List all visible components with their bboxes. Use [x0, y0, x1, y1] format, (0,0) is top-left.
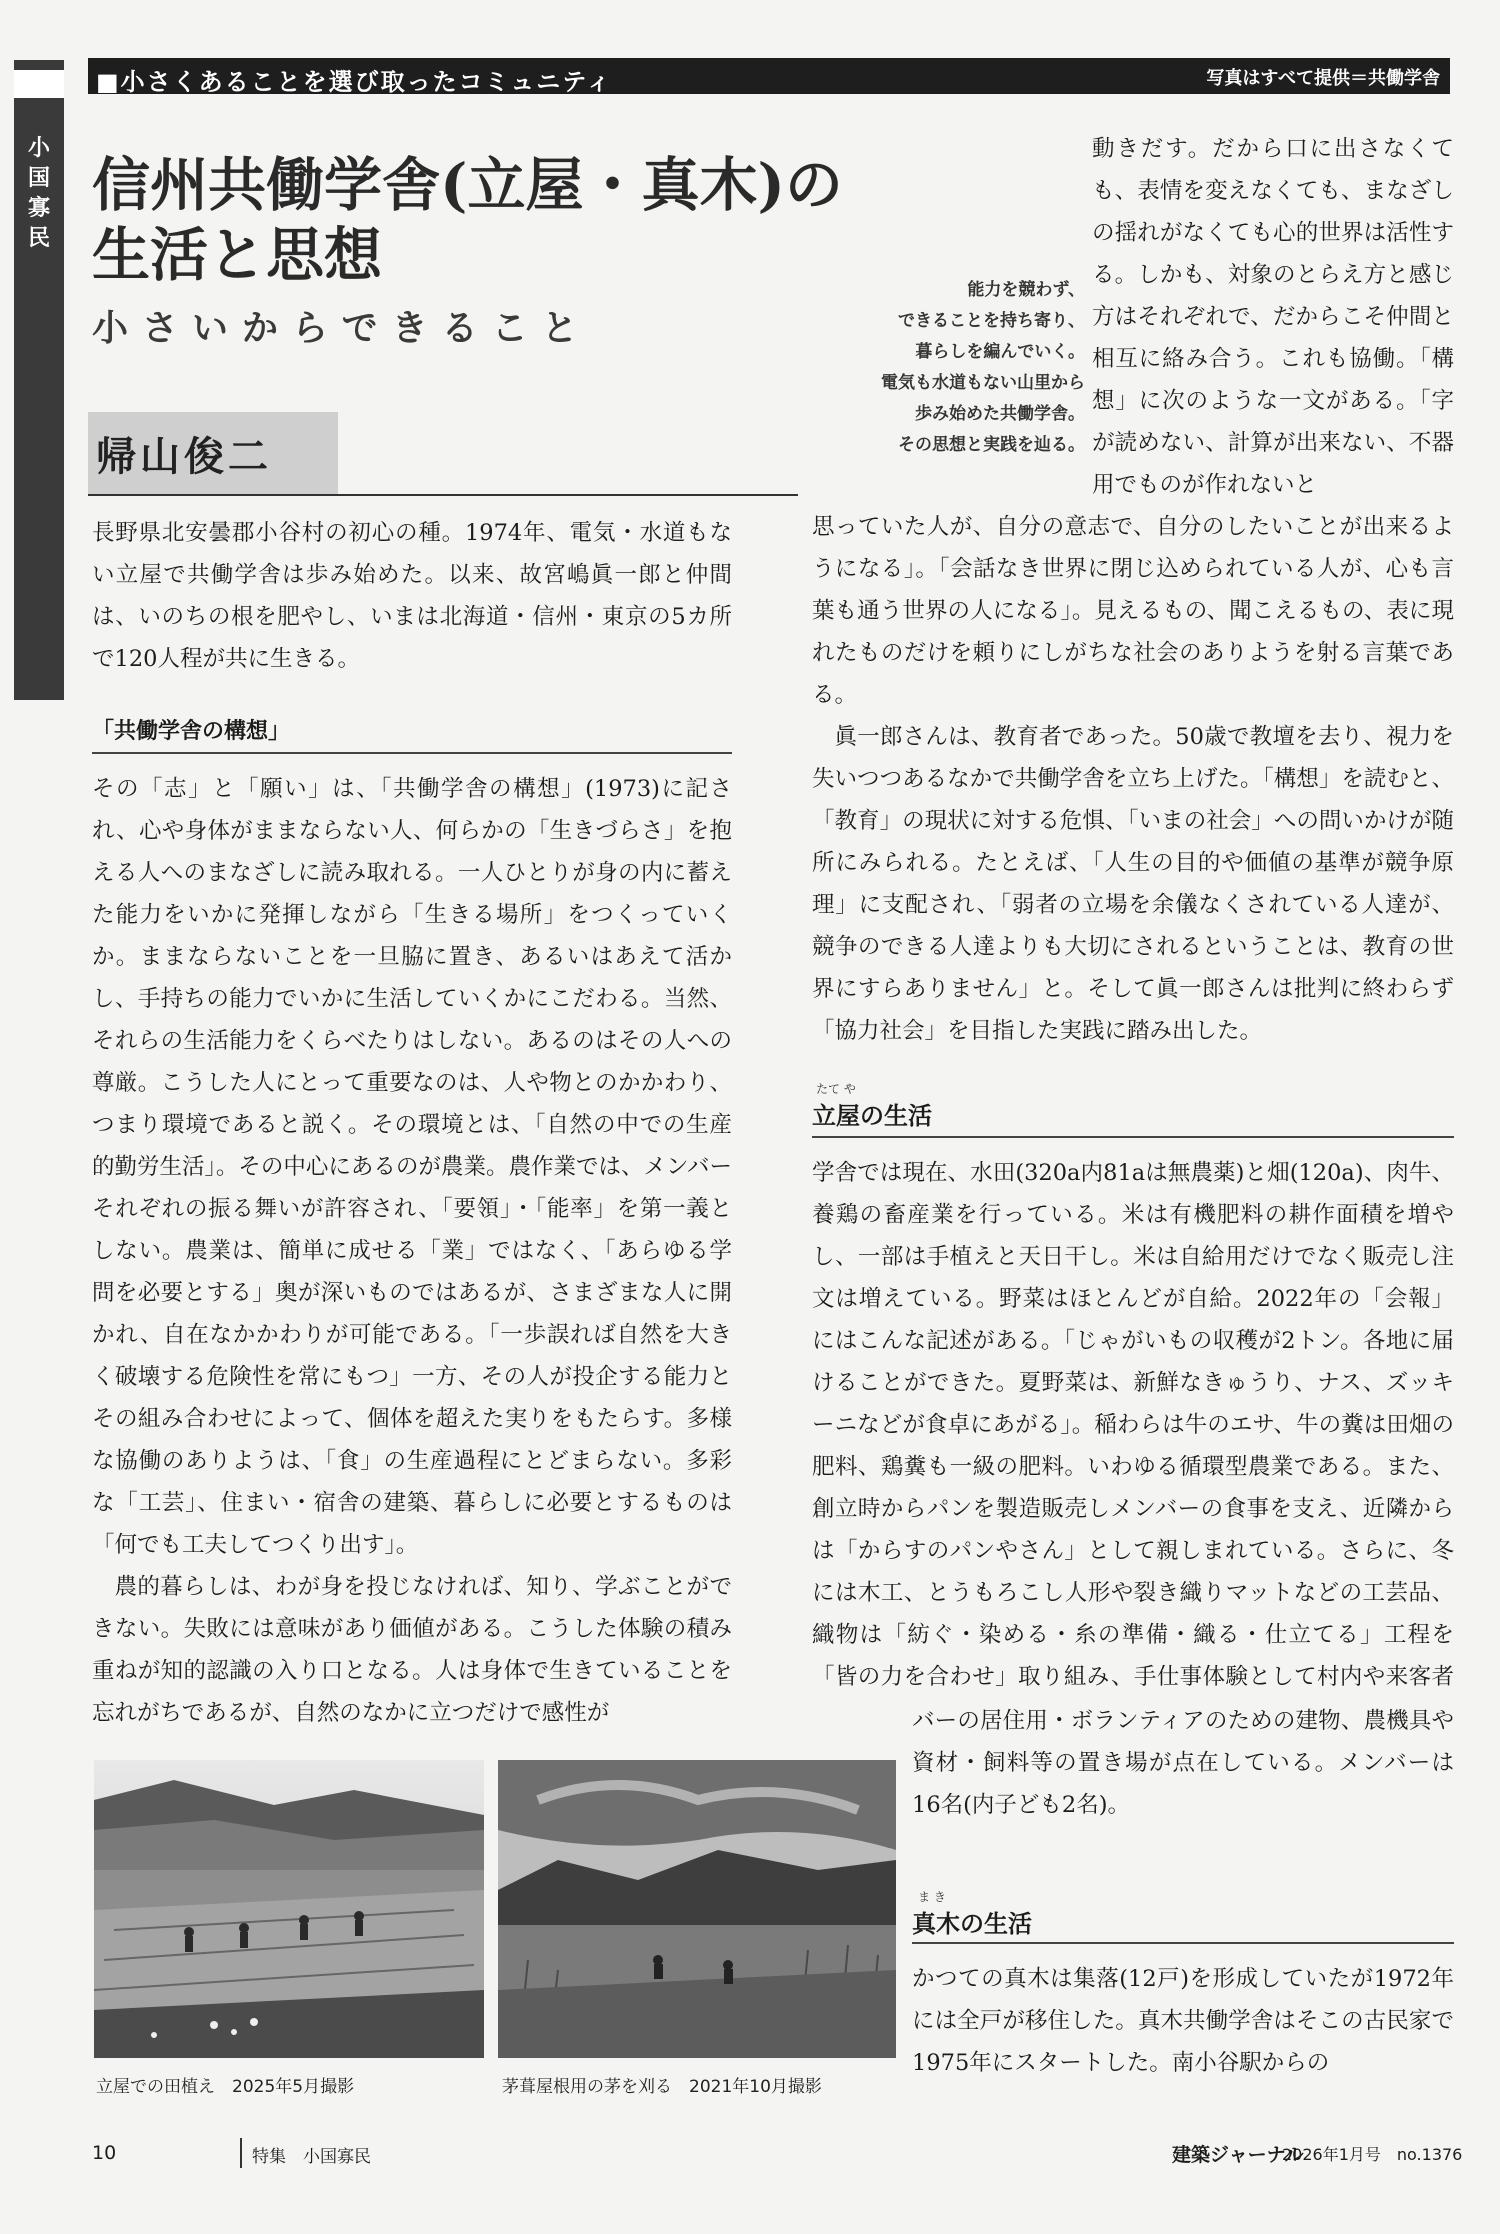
body-paragraph: 動きだす。だから口に出さなくても、表情を変えなくても、まなざしの揺れがなくても心的世界は活性する。しかも、対象のとらえ方と感じ方はそれぞれで、だからこそ仲間と相互に絡み合う。これも協働。「構想」に次のような一文がある。「字が読めない、計算が出来ない、不器用でものが作れないと: [1092, 136, 1454, 498]
lead-line: 歩み始めた共働学舎。: [915, 404, 1085, 424]
side-tag-char: 寡: [27, 196, 50, 221]
magazine-name: 建築ジャーナル: [1172, 2144, 1304, 2166]
body-paragraph: かつての真木は集落(12戸)を形成していたが1972年には全戸が移住した。真木共働学舎はそこの古民家で1975年にスタートした。南小谷駅からの: [912, 1966, 1454, 2076]
tateya-body-continued: [912, 1700, 1454, 1826]
photo-thatch-cutting: [498, 1760, 896, 2058]
section-rule: [812, 1136, 1454, 1138]
body-paragraph: その「志」と「願い」は、「共働学舎の構想」(1973)に記され、心や身体がままならない人、何らかの「生きづらさ」を抱える人へのまなざしに読み取れる。一人ひとりが身の内に蓄えた能力をいかに発揮しながら「生きる場所」をつくっていくか。ままならないことを一旦脇に置き、あるいはあえて活かし、手持ちの能力でいかに生活していくかにこだわる。当然、それらの生活能力をくらべたりはしない。あるのはその人への尊厳。こうした人にとって重要なのは、人や物とのかかわり、つまり環境であると説く。その環境とは、「自然の中での生産的勤労生活」。その中心にあるのが農業。農作業では、メンバーそれぞれの振る舞いが許容され、「要領」・「能率」を第一義としない。農業は、簡単に成せる「業」ではなく、「あらゆる学問を必要とする」奥が深いものではあるが、さまざまな人に開かれ、自在なかかわりが可能である。「一歩誤れば自然を大きく破壊する危険性を常にもつ」一方、その人が投企する能力とその組み合わせによって、個体を超えた実りをもたらす。多様な協働のありようは、「食」の生産過程にとどまらない。多彩な「工芸」、住まい・宿舎の建築、暮らしに必要とするものは「何でも工夫してつくり出す」。: [92, 776, 732, 1558]
article-subtitle: 小さいからできること: [92, 308, 592, 349]
issue-info: 2026年1月号 no.1376: [1282, 2145, 1463, 2164]
body-paragraph: バーの居住用・ボランティアのための建物、農機具や資材・飼料等の置き場が点在している。メンバーは16名(内子ども2名)。: [912, 1708, 1454, 1818]
author-rule: [88, 494, 798, 496]
maki-body: [912, 1958, 1454, 2084]
side-tag-char: 国: [27, 166, 50, 191]
rice-planting-illustration: [94, 1760, 484, 2058]
kousou-continuation-body: [812, 506, 1454, 1052]
side-tab: [14, 60, 64, 700]
body-paragraph: 農的暮らしは、わが身を投じなければ、知り、学ぶことができない。失敗には意味があり価値がある。こうした体験の積み重ねが知的認識の入り口となる。人は身体で生きていることを忘れがちであるが、自然のなかに立つだけで感性が: [92, 1574, 732, 1726]
section-rule: [912, 1942, 1454, 1944]
section-heading-maki: 真木の生活: [912, 1910, 1032, 1938]
lead-line: できることを持ち寄り、: [898, 311, 1085, 331]
kousou-continuation-top: [1092, 128, 1454, 506]
side-tab-label: 特集: [14, 70, 64, 98]
heading-ruby: ま き: [918, 1890, 946, 1904]
photo-caption: 立屋での田植え 2025年5月撮影: [96, 2077, 355, 2097]
lead-line: 暮らしを編んでいく。: [915, 342, 1085, 362]
title-line: 生活と思想: [92, 221, 383, 289]
lead-line: その思想と実践を辿る。: [898, 435, 1085, 455]
body-paragraph: 学舎では現在、水田(320a内81aは無農薬)と畑(120a)、肉牛、養鶏の畜産業を行っている。米は有機肥料の耕作面積を増やし、一部は手植えと天日干し。米は自給用だけでなく販売し注文は増えている。野菜はほとんどが自給。2022年の「会報」にはこんな記述がある。「じゃがいもの収穫が2トン。各地に届けることができた。夏野菜は、新鮮なきゅうり、ナス、ズッキーニなどが食卓にあがる」。稲わらは牛のエサ、牛の糞は田畑の肥料、鶏糞も一級の肥料。いわゆる循環型農業である。また、創立時からパンを製造販売しメンバーの食事を支え、近隣からは「からすのパンやさん」として親しまれている。さらに、冬には木工、とうもろこし人形や裂き織りマットなどの工芸品、織物は「紡ぐ・染める・糸の準備・織る・仕立てる」工程を「皆の力を合わせ」取り組み、手仕事体験として村内や来客者: [812, 1160, 1454, 1690]
side-tab-tag: [14, 134, 64, 254]
article-title: [92, 150, 882, 290]
section-heading-tateya: 立屋の生活: [812, 1102, 932, 1130]
body-paragraph: 眞一郎さんは、教育者であった。50歳で教壇を去り、視力を失いつつあるなかで共働学舎を立ち上げた。「構想」を読むと、「教育」の現状に対する危惧、「いまの社会」への問いかけが随所にみられる。たとえば、「人生の目的や価値の基準が競争原理」に支配され、「弱者の立場を余儀なくされている人達が、競争のできる人達よりも大切にされるということは、教育の世界にすらありません」と。そして眞一郎さんは批判に終わらず「協力社会」を目指した実践に踏み出した。: [812, 724, 1454, 1044]
thatch-cutting-illustration: [498, 1760, 896, 2058]
section-rule: [92, 752, 732, 754]
photo-credit: 写真はすべて提供＝共働学舎: [1206, 68, 1440, 89]
kousou-body: [92, 768, 732, 1734]
side-tag-char: 小: [27, 136, 50, 161]
heading-ruby: たて や: [816, 1082, 856, 1096]
author-name: 帰山俊二: [96, 434, 272, 480]
lead-line: 電気も水道もない山里から: [881, 373, 1085, 393]
lead-text: [760, 275, 1085, 461]
photo-caption: 茅葺屋根用の茅を刈る 2021年10月撮影: [502, 2077, 822, 2097]
intro-text: 長野県北安曇郡小谷村の初心の種。1974年、電気・水道もない立屋で共働学舎は歩み始めた。以来、故宮嶋眞一郎と仲間は、いのちの根を肥やし、いまは北海道・信州・東京の5カ所で120人程が共に生きる。: [92, 520, 732, 672]
header-kicker: ■小さくあることを選び取ったコミュニティ: [96, 68, 613, 96]
tateya-body: [812, 1152, 1454, 1698]
page-number: 10: [92, 2142, 117, 2164]
side-tag-char: 民: [27, 226, 50, 251]
title-line: 信州共働学舎(立屋・真木)の: [92, 151, 843, 219]
footer-divider: [240, 2138, 242, 2168]
footer-feature: 特集 小国寡民: [252, 2147, 371, 2167]
lead-line: 能力を競わず、: [967, 280, 1085, 300]
intro-paragraph: [92, 512, 732, 680]
body-paragraph: 思っていた人が、自分の意志で、自分のしたいことが出来るようになる」。「会話なき世界に閉じ込められている人が、心も言葉も通う世界の人になる」。見えるもの、聞こえるもの、表に現れたものだけを頼りにしがちな社会のありようを射る言葉である。: [812, 514, 1454, 708]
section-heading-kousou: 「共働学舎の構想」: [92, 719, 291, 744]
photo-rice-planting: [94, 1760, 484, 2058]
